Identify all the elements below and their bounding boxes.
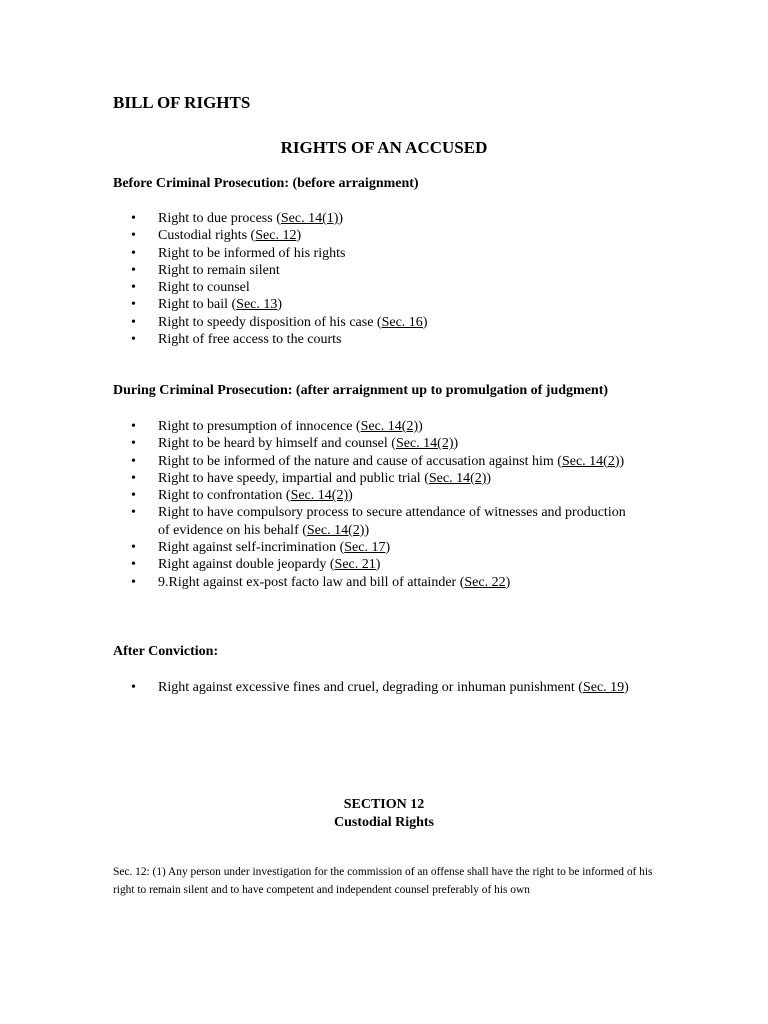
section-reference-link[interactable]: Sec. 14(1) <box>280 211 339 226</box>
before-prosecution-list <box>131 210 631 348</box>
list-item <box>131 279 631 296</box>
item-text-tail: ) <box>348 488 353 504</box>
section-reference-link[interactable]: Sec. 14(2) <box>395 436 454 452</box>
before-prosecution-heading: Before Criminal Prosecution: (before arraignment) <box>113 176 419 191</box>
section-reference-link[interactable]: Sec. 17 <box>344 540 386 556</box>
section-paragraph: Sec. 12: (1) Any person under investigation for the commission of an offense shall have the right to be informed of his right to remain silent and to have competent and independent counsel preferably of his own <box>113 866 653 896</box>
list-item <box>131 314 631 331</box>
section-reference-link[interactable]: Sec. 13 <box>236 297 278 313</box>
section-reference-link[interactable]: Sec. 14(2) <box>360 419 419 434</box>
section-reference-link[interactable]: Sec. 22 <box>464 574 506 590</box>
list-item <box>131 679 631 696</box>
item-text-tail: ) <box>505 574 511 590</box>
list-item <box>131 453 631 470</box>
item-text-tail: ) <box>338 211 344 226</box>
after-conviction-heading: After Conviction: <box>113 644 219 659</box>
section-number: SECTION 12 <box>343 797 425 812</box>
list-item <box>131 556 631 573</box>
during-prosecution-list <box>131 418 631 591</box>
list-item <box>131 435 631 452</box>
section-reference-link[interactable]: Sec. 12 <box>255 228 297 244</box>
during-prosecution-heading: During Criminal Prosecution: (after arraignment up to promulgation of judgment) <box>113 383 609 398</box>
item-text: Right to counsel <box>158 280 250 296</box>
section-reference-link[interactable]: Sec. 14(2) <box>428 470 487 486</box>
document-title: BILL OF RIGHTS <box>113 93 251 112</box>
list-item <box>131 470 631 487</box>
after-conviction-list <box>131 679 631 696</box>
item-text: Right to presumption of innocence ( <box>158 419 361 434</box>
item-text-tail: ) <box>624 680 629 695</box>
list-item <box>131 210 631 227</box>
item-text-tail: ) <box>364 522 370 538</box>
item-text-tail: ) <box>375 557 381 573</box>
item-text-tail: ) <box>385 540 391 556</box>
item-text: Right to confrontation ( <box>158 488 291 504</box>
item-text-tail: ) <box>486 470 492 486</box>
section-name: Custodial Rights <box>334 815 434 830</box>
section-reference-link[interactable]: Sec. 14(2) <box>561 453 620 469</box>
item-text: Right to remain silent <box>158 262 280 278</box>
item-text: Right to have speedy, impartial and public trial ( <box>158 470 429 486</box>
item-text-tail: ) <box>277 297 283 313</box>
item-text: Right to be informed of his rights <box>158 245 346 261</box>
item-text-tail: ) <box>619 453 625 469</box>
list-item <box>131 574 631 591</box>
item-text: Custodial rights ( <box>158 228 256 244</box>
item-text: Right of free access to the courts <box>158 332 342 348</box>
item-text-tail: ) <box>453 436 459 452</box>
section-reference-link[interactable]: Sec. 19 <box>582 680 625 695</box>
list-item <box>131 245 631 262</box>
item-text: Right to be heard by himself and counsel ( <box>158 436 396 452</box>
item-text-tail: ) <box>422 314 428 330</box>
list-item <box>131 331 631 348</box>
item-text: Right against excessive fines and cruel, degrading or inhuman punishment ( <box>158 680 583 695</box>
list-item <box>131 539 631 556</box>
list-item <box>131 504 631 539</box>
item-text: Right to speedy disposition of his case ( <box>158 314 382 330</box>
document-subtitle: RIGHTS OF AN ACCUSED <box>280 138 488 157</box>
item-text: Right against double jeopardy ( <box>158 557 335 573</box>
item-text: Right to due process ( <box>158 211 281 226</box>
section-reference-link[interactable]: Sec. 16 <box>381 314 423 330</box>
item-text: Right to have compulsory process to secure attendance of witnesses and production of evidence on his behalf ( <box>158 505 626 538</box>
section-reference-link[interactable]: Sec. 21 <box>334 557 376 573</box>
list-item <box>131 296 631 313</box>
list-item <box>131 487 631 504</box>
item-text: Right to be informed of the nature and cause of accusation against him ( <box>158 453 562 469</box>
item-text-tail: ) <box>296 228 302 244</box>
item-text: Right to bail ( <box>158 297 237 313</box>
section-reference-link[interactable]: Sec. 14(2) <box>290 488 349 504</box>
list-item <box>131 262 631 279</box>
list-item <box>131 418 631 435</box>
item-text: 9.Right against ex-post facto law and bill of attainder ( <box>158 574 465 590</box>
item-text-tail: ) <box>418 419 423 434</box>
item-text: Right against self-incrimination ( <box>158 540 345 556</box>
list-item <box>131 227 631 244</box>
section-reference-link[interactable]: Sec. 14(2) <box>306 522 365 538</box>
